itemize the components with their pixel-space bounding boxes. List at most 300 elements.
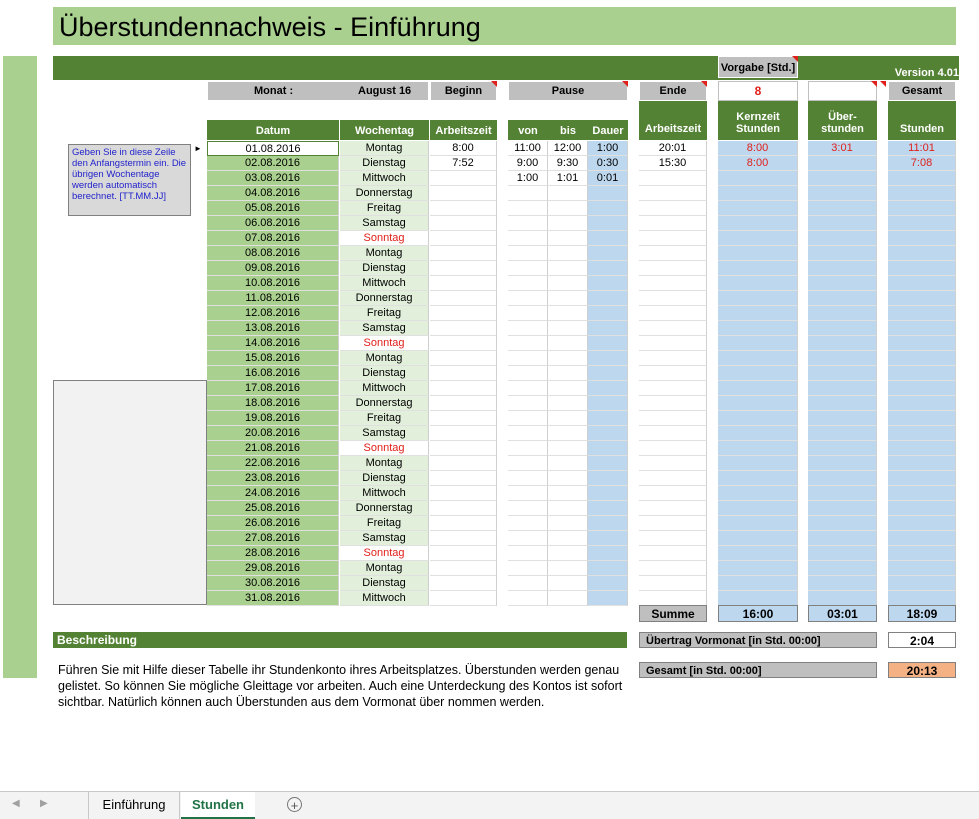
begin-cell[interactable] (430, 276, 497, 291)
begin-cell[interactable] (430, 456, 497, 471)
ueber-cell (808, 591, 877, 606)
von-header: von (508, 120, 548, 140)
end-cell[interactable] (639, 366, 707, 381)
date-cell[interactable]: 22.08.2016 (207, 456, 339, 471)
bis-cell[interactable] (548, 291, 588, 306)
von-cell[interactable] (508, 486, 548, 501)
von-cell[interactable]: 1:00 (508, 171, 548, 186)
von-cell[interactable] (508, 306, 548, 321)
bis-cell[interactable] (548, 381, 588, 396)
von-cell[interactable] (508, 381, 548, 396)
date-cell[interactable]: 17.08.2016 (207, 381, 339, 396)
von-cell[interactable] (508, 201, 548, 216)
weekday-cell: Mittwoch (340, 381, 429, 396)
von-cell[interactable] (508, 321, 548, 336)
hours-table (207, 141, 957, 606)
date-cell[interactable]: 28.08.2016 (207, 546, 339, 561)
end-cell[interactable] (639, 396, 707, 411)
end-cell[interactable] (639, 171, 707, 186)
date-cell[interactable]: 30.08.2016 (207, 576, 339, 591)
table-row (207, 381, 957, 396)
von-cell[interactable] (508, 531, 548, 546)
begin-cell[interactable] (430, 291, 497, 306)
gesamt-cell (888, 276, 956, 291)
ueber-label-1: Über- (828, 111, 857, 123)
kern-cell (718, 351, 798, 366)
dauer-cell (588, 336, 628, 351)
gesamt-cell (888, 186, 956, 201)
weekday-cell: Sonntag (340, 441, 429, 456)
bis-cell[interactable]: 9:30 (548, 156, 588, 171)
table-row (207, 576, 957, 591)
date-cell[interactable]: 29.08.2016 (207, 561, 339, 576)
bis-cell[interactable] (548, 246, 588, 261)
date-cell[interactable]: 05.08.2016 (207, 201, 339, 216)
date-cell[interactable]: 08.08.2016 (207, 246, 339, 261)
begin-cell[interactable]: 8:00 (430, 141, 497, 156)
ueber-cell (808, 171, 877, 186)
begin-cell[interactable] (430, 201, 497, 216)
begin-cell[interactable] (430, 501, 497, 516)
tab-stunden[interactable]: Stunden (181, 792, 255, 819)
table-row (207, 291, 957, 306)
date-cell[interactable]: 09.08.2016 (207, 261, 339, 276)
end-cell[interactable] (639, 216, 707, 231)
bis-cell[interactable] (548, 201, 588, 216)
bis-cell[interactable] (548, 231, 588, 246)
von-cell[interactable] (508, 561, 548, 576)
end-cell[interactable] (639, 276, 707, 291)
von-cell[interactable] (508, 441, 548, 456)
monat-label: Monat : (254, 85, 294, 97)
end-cell[interactable] (639, 306, 707, 321)
dauer-cell (588, 576, 628, 591)
dauer-cell (588, 411, 628, 426)
comment-marker (491, 81, 497, 87)
bis-cell[interactable] (548, 501, 588, 516)
von-cell[interactable] (508, 471, 548, 486)
table-row (207, 426, 957, 441)
bis-cell[interactable] (548, 561, 588, 576)
gesamt-cell (888, 426, 956, 441)
end-cell[interactable] (639, 186, 707, 201)
bis-cell[interactable] (548, 321, 588, 336)
gesamt-cell (888, 486, 956, 501)
kern-cell (718, 396, 798, 411)
bis-cell[interactable] (548, 366, 588, 381)
begin-cell[interactable] (430, 411, 497, 426)
bis-cell[interactable]: 12:00 (548, 141, 588, 156)
ueber-cell (808, 156, 877, 171)
weekday-cell: Sonntag (340, 231, 429, 246)
weekday-cell: Montag (340, 351, 429, 366)
end-cell[interactable] (639, 531, 707, 546)
von-cell[interactable] (508, 216, 548, 231)
dauer-cell: 0:01 (588, 171, 628, 186)
dauer-cell (588, 201, 628, 216)
bis-header: bis (548, 120, 588, 140)
weekday-cell: Donnerstag (340, 186, 429, 201)
end-cell[interactable] (639, 441, 707, 456)
table-row (207, 306, 957, 321)
kern-cell: 8:00 (718, 141, 798, 156)
begin-cell[interactable] (430, 561, 497, 576)
kern-cell (718, 576, 798, 591)
end-cell[interactable] (639, 336, 707, 351)
ueber-cell (808, 201, 877, 216)
ueber-cell (808, 396, 877, 411)
ueber-cell: 3:01 (808, 141, 877, 156)
weekday-cell: Dienstag (340, 471, 429, 486)
begin-cell[interactable] (430, 591, 497, 606)
end-cell[interactable] (639, 351, 707, 366)
table-row (207, 441, 957, 456)
weekday-cell: Mittwoch (340, 486, 429, 501)
gesamt-cell (888, 171, 956, 186)
dauer-cell (588, 591, 628, 606)
bis-cell[interactable] (548, 576, 588, 591)
weekday-cell: Mittwoch (340, 591, 429, 606)
end-cell[interactable] (639, 246, 707, 261)
bis-cell[interactable] (548, 486, 588, 501)
dauer-cell (588, 291, 628, 306)
end-cell[interactable] (639, 501, 707, 516)
begin-cell[interactable] (430, 336, 497, 351)
begin-cell[interactable] (430, 306, 497, 321)
date-cell[interactable]: 21.08.2016 (207, 441, 339, 456)
end-cell[interactable] (639, 516, 707, 531)
uebertrag-value[interactable]: 2:04 (888, 632, 956, 648)
bis-cell[interactable] (548, 186, 588, 201)
date-cell[interactable]: 27.08.2016 (207, 531, 339, 546)
end-cell[interactable] (639, 546, 707, 561)
dauer-cell (588, 471, 628, 486)
end-cell[interactable] (639, 261, 707, 276)
table-row (207, 456, 957, 471)
kern-cell (718, 186, 798, 201)
weekday-cell: Sonntag (340, 546, 429, 561)
weekday-cell: Dienstag (340, 261, 429, 276)
grey-panel (53, 380, 207, 605)
weekday-cell: Samstag (340, 426, 429, 441)
date-cell[interactable]: 18.08.2016 (207, 396, 339, 411)
begin-cell[interactable] (430, 531, 497, 546)
date-cell[interactable]: 23.08.2016 (207, 471, 339, 486)
datum-header: Datum (207, 120, 339, 140)
weekday-cell: Mittwoch (340, 171, 429, 186)
von-cell[interactable] (508, 546, 548, 561)
end-cell[interactable] (639, 486, 707, 501)
von-cell[interactable] (508, 276, 548, 291)
date-cell[interactable]: 07.08.2016 (207, 231, 339, 246)
table-row (207, 486, 957, 501)
von-cell[interactable] (508, 591, 548, 606)
arbeitszeit-header: Arbeitszeit (430, 120, 497, 140)
end-cell[interactable] (639, 456, 707, 471)
date-cell[interactable]: 31.08.2016 (207, 591, 339, 606)
kern-cell (718, 276, 798, 291)
table-row (207, 516, 957, 531)
end-cell[interactable] (639, 426, 707, 441)
gesamt-cell (888, 561, 956, 576)
date-cell[interactable]: 25.08.2016 (207, 501, 339, 516)
von-cell[interactable] (508, 351, 548, 366)
ueber-cell (808, 546, 877, 561)
kern-cell (718, 336, 798, 351)
begin-cell[interactable] (430, 186, 497, 201)
table-row (207, 561, 957, 576)
date-cell[interactable]: 16.08.2016 (207, 366, 339, 381)
gesamt-cell (888, 516, 956, 531)
gesamt-cell (888, 456, 956, 471)
dauer-cell (588, 276, 628, 291)
bis-cell[interactable] (548, 261, 588, 276)
begin-cell[interactable] (430, 441, 497, 456)
end-cell[interactable] (639, 411, 707, 426)
end-cell[interactable] (639, 201, 707, 216)
description-text: Führen Sie mit Hilfe dieser Tabelle ihr Stundenkonto ihres Arbeitsplatzes. Überstunden werden genau gelistet. So können Sie mögliche Gleittage vor arbeiten. Auch eine Unterdeckung des Kontos ist sofort sichtbar. Natürlich können auch Überstunden aus dem Vormonat über nommen werden. (58, 663, 623, 709)
ueber-label-2: stunden (821, 123, 864, 135)
ueber-cell (808, 306, 877, 321)
bis-cell[interactable] (548, 336, 588, 351)
begin-cell[interactable] (430, 171, 497, 186)
ueber-cell (808, 531, 877, 546)
gesamt-cell (888, 591, 956, 606)
bis-cell[interactable] (548, 516, 588, 531)
ende-header: Ende (639, 81, 707, 101)
gesamt-cell (888, 531, 956, 546)
begin-cell[interactable] (430, 231, 497, 246)
date-cell[interactable]: 26.08.2016 (207, 516, 339, 531)
gesamt-cell (888, 291, 956, 306)
begin-cell[interactable] (430, 576, 497, 591)
begin-cell[interactable] (430, 366, 497, 381)
kernzeit-header (718, 101, 798, 140)
end-cell[interactable] (639, 591, 707, 606)
gesamt-value: 20:13 (888, 662, 956, 678)
dauer-cell (588, 246, 628, 261)
table-row (207, 201, 957, 216)
gesamt-cell (888, 471, 956, 486)
ueber-cell (808, 321, 877, 336)
weekday-cell: Donnerstag (340, 291, 429, 306)
bis-cell[interactable] (548, 426, 588, 441)
sheet-tab-bar (0, 791, 979, 819)
begin-cell[interactable] (430, 261, 497, 276)
weekday-cell: Sonntag (340, 336, 429, 351)
dauer-cell (588, 306, 628, 321)
ueber-cell (808, 411, 877, 426)
bis-cell[interactable] (548, 276, 588, 291)
date-cell[interactable]: 02.08.2016 (207, 156, 339, 171)
begin-cell[interactable] (430, 246, 497, 261)
bis-cell[interactable] (548, 591, 588, 606)
end-cell[interactable] (639, 321, 707, 336)
kern-cell (718, 456, 798, 471)
kern-cell (718, 291, 798, 306)
von-cell[interactable] (508, 501, 548, 516)
end-cell[interactable] (639, 576, 707, 591)
kern-cell (718, 486, 798, 501)
von-cell[interactable] (508, 261, 548, 276)
kern-cell (718, 591, 798, 606)
table-row (207, 216, 957, 231)
kern-cell (718, 366, 798, 381)
tab-einfuehrung[interactable]: Einführung (88, 792, 180, 819)
bis-cell[interactable] (548, 351, 588, 366)
von-cell[interactable]: 11:00 (508, 141, 548, 156)
date-cell[interactable]: 01.08.2016 (207, 141, 339, 156)
table-row (207, 186, 957, 201)
ueber-cell (808, 186, 877, 201)
von-cell[interactable] (508, 396, 548, 411)
ueber-cell (808, 441, 877, 456)
weekday-cell: Montag (340, 141, 429, 156)
weekday-cell: Donnerstag (340, 396, 429, 411)
weekday-cell: Montag (340, 246, 429, 261)
gesamt-cell (888, 306, 956, 321)
table-row (207, 261, 957, 276)
end-cell[interactable] (639, 471, 707, 486)
von-cell[interactable] (508, 246, 548, 261)
begin-cell[interactable] (430, 351, 497, 366)
end-cell[interactable] (639, 561, 707, 576)
begin-cell[interactable] (430, 381, 497, 396)
table-row (207, 471, 957, 486)
kern-total: 16:00 (718, 605, 798, 622)
bis-cell[interactable] (548, 216, 588, 231)
ueber-total: 03:01 (808, 605, 877, 622)
bis-cell[interactable] (548, 396, 588, 411)
date-cell[interactable]: 03.08.2016 (207, 171, 339, 186)
von-cell[interactable] (508, 186, 548, 201)
gesamt-cell (888, 576, 956, 591)
summe-label: Summe (639, 605, 707, 622)
ueber-cell (808, 291, 877, 306)
comment-marker (701, 81, 707, 87)
dauer-cell (588, 486, 628, 501)
von-cell[interactable] (508, 411, 548, 426)
vorgabe-value[interactable]: 8 (718, 81, 798, 101)
ueber-cell (808, 276, 877, 291)
date-cell[interactable]: 10.08.2016 (207, 276, 339, 291)
kern-cell (718, 171, 798, 186)
begin-cell[interactable] (430, 546, 497, 561)
comment-marker (792, 56, 798, 62)
von-cell[interactable] (508, 366, 548, 381)
add-sheet-icon[interactable]: + (287, 797, 302, 812)
table-row (207, 591, 957, 606)
weekday-cell: Montag (340, 456, 429, 471)
ueberstunden-header (808, 101, 877, 140)
weekday-cell: Dienstag (340, 576, 429, 591)
table-row (207, 531, 957, 546)
left-decor-bar (3, 56, 37, 678)
vorgabe-header: Vorgabe [Std.] (718, 56, 798, 78)
wochentag-header: Wochentag (340, 120, 429, 140)
begin-cell[interactable] (430, 426, 497, 441)
date-cell[interactable]: 20.08.2016 (207, 426, 339, 441)
table-row (207, 156, 957, 171)
date-cell[interactable]: 06.08.2016 (207, 216, 339, 231)
begin-cell[interactable] (430, 321, 497, 336)
monat-value[interactable]: August 16 (358, 85, 412, 97)
von-cell[interactable] (508, 456, 548, 471)
gesamt-cell (888, 411, 956, 426)
bis-cell[interactable] (548, 456, 588, 471)
scroll-right-icon[interactable]: ▶ (40, 798, 48, 809)
kern-cell (718, 306, 798, 321)
date-cell[interactable]: 04.08.2016 (207, 186, 339, 201)
comment-marker (880, 81, 886, 87)
bis-cell[interactable] (548, 441, 588, 456)
ueber-cell (808, 351, 877, 366)
bis-cell[interactable] (548, 546, 588, 561)
von-cell[interactable] (508, 516, 548, 531)
weekday-cell: Freitag (340, 516, 429, 531)
gesamt-cell (888, 351, 956, 366)
end-cell[interactable] (639, 291, 707, 306)
date-cell[interactable]: 15.08.2016 (207, 351, 339, 366)
date-cell[interactable]: 11.08.2016 (207, 291, 339, 306)
scroll-left-icon[interactable]: ◀ (12, 798, 20, 809)
header-band (53, 56, 959, 80)
date-cell[interactable]: 14.08.2016 (207, 336, 339, 351)
uebertrag-label: Übertrag Vormonat [in Std. 00:00] (639, 632, 877, 648)
von-cell[interactable] (508, 291, 548, 306)
end-cell[interactable]: 20:01 (639, 141, 707, 156)
begin-cell[interactable] (430, 471, 497, 486)
kern-cell (718, 411, 798, 426)
end-cell[interactable]: 15:30 (639, 156, 707, 171)
begin-cell[interactable] (430, 516, 497, 531)
bis-cell[interactable]: 1:01 (548, 171, 588, 186)
table-row (207, 366, 957, 381)
date-cell[interactable]: 24.08.2016 (207, 486, 339, 501)
ueber-cell (808, 261, 877, 276)
kern-cell (718, 216, 798, 231)
dauer-cell (588, 186, 628, 201)
weekday-cell: Donnerstag (340, 501, 429, 516)
gesamt-cell (888, 321, 956, 336)
begin-cell[interactable] (430, 216, 497, 231)
von-cell[interactable] (508, 231, 548, 246)
date-cell[interactable]: 13.08.2016 (207, 321, 339, 336)
date-cell[interactable]: 19.08.2016 (207, 411, 339, 426)
end-cell[interactable] (639, 231, 707, 246)
begin-cell[interactable] (430, 396, 497, 411)
weekday-cell: Freitag (340, 306, 429, 321)
date-cell[interactable]: 12.08.2016 (207, 306, 339, 321)
dauer-cell (588, 351, 628, 366)
begin-cell[interactable]: 7:52 (430, 156, 497, 171)
bis-cell[interactable] (548, 306, 588, 321)
end-cell[interactable] (639, 381, 707, 396)
bis-cell[interactable] (548, 471, 588, 486)
von-cell[interactable] (508, 576, 548, 591)
bis-cell[interactable] (548, 531, 588, 546)
von-cell[interactable] (508, 426, 548, 441)
begin-cell[interactable] (430, 486, 497, 501)
gesamt-cell (888, 501, 956, 516)
table-row (207, 501, 957, 516)
dauer-cell (588, 456, 628, 471)
von-cell[interactable]: 9:00 (508, 156, 548, 171)
bis-cell[interactable] (548, 411, 588, 426)
kern-cell (718, 471, 798, 486)
von-cell[interactable] (508, 336, 548, 351)
dauer-header: Dauer (588, 120, 628, 140)
